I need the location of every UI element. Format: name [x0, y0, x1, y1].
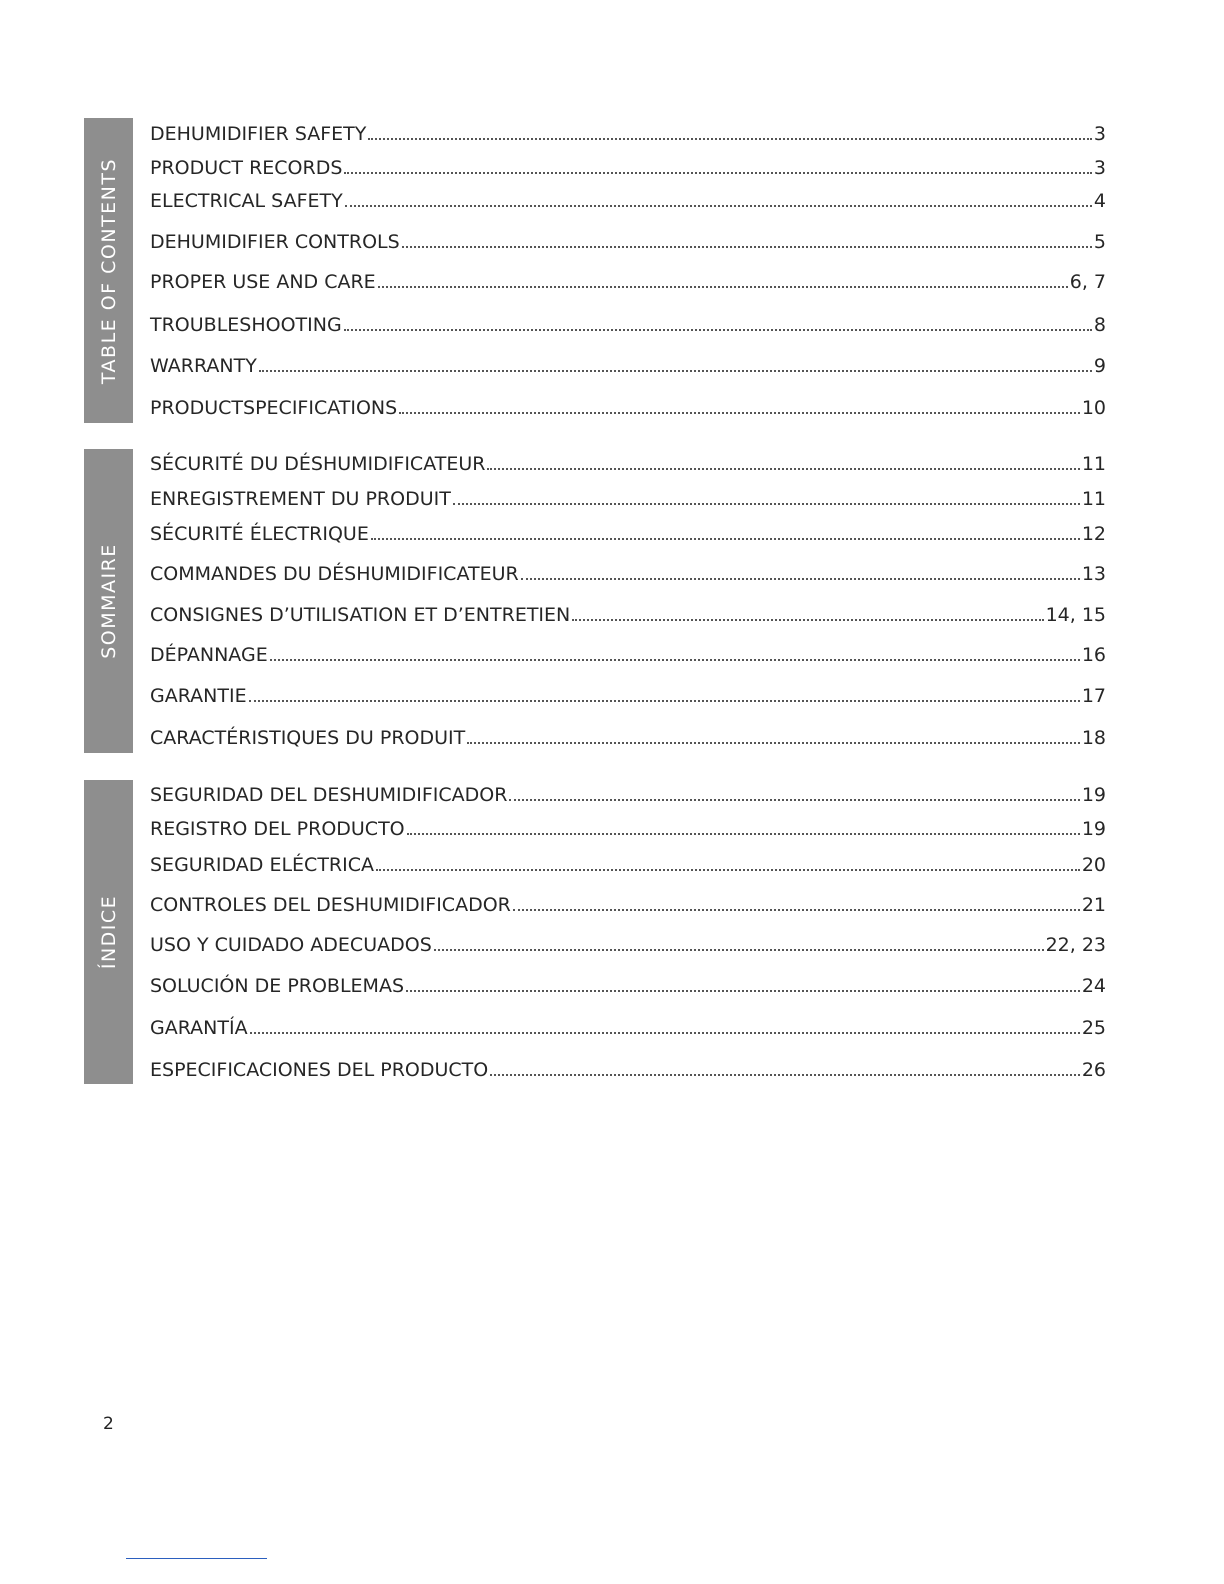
toc-entry-title: DÉPANNAGE — [150, 644, 268, 666]
section-tab-label: TABLE OF CONTENTS — [97, 157, 120, 384]
toc-entry-troubleshooting[interactable] — [150, 311, 1106, 339]
toc-entry-page: 8 — [1093, 314, 1106, 336]
dot-leader — [521, 578, 1080, 580]
toc-entry-securite-electrique[interactable] — [150, 520, 1106, 548]
toc-entry-page: 9 — [1093, 355, 1106, 377]
toc-section-spanish — [84, 780, 1106, 1084]
toc-entry-registro-producto[interactable] — [150, 815, 1106, 843]
dot-leader — [345, 205, 1092, 207]
toc-entry-title: COMMANDES DU DÉSHUMIDIFICATEUR — [150, 563, 519, 585]
toc-entry-page: 10 — [1081, 397, 1106, 419]
dot-leader — [368, 138, 1092, 140]
toc-entry-page: 4 — [1093, 190, 1106, 212]
toc-entry-seguridad-deshumidificador[interactable] — [150, 781, 1106, 809]
toc-entry-title: CONSIGNES D’UTILISATION ET D’ENTRETIEN — [150, 604, 571, 626]
toc-entry-page: 13 — [1081, 563, 1106, 585]
dot-leader — [509, 799, 1079, 801]
dot-leader — [270, 659, 1080, 661]
toc-entry-caracteristiques-produit[interactable] — [150, 724, 1106, 752]
toc-entry-page: 22, 23 — [1045, 934, 1106, 956]
toc-entry-commandes-deshumidificateur[interactable] — [150, 560, 1106, 588]
dot-leader — [378, 286, 1068, 288]
toc-entry-title: REGISTRO DEL PRODUCTO — [150, 818, 405, 840]
dot-leader — [371, 538, 1080, 540]
toc-entry-consignes-utilisation[interactable] — [150, 601, 1106, 629]
toc-entry-title: GARANTÍA — [150, 1017, 248, 1039]
dot-leader — [434, 949, 1044, 951]
toc-entry-page: 21 — [1081, 894, 1106, 916]
toc-entry-page: 3 — [1093, 123, 1106, 145]
toc-entry-page: 14, 15 — [1045, 604, 1106, 626]
dot-leader — [490, 1074, 1080, 1076]
toc-entry-page: 20 — [1081, 854, 1106, 876]
dot-leader — [453, 503, 1080, 505]
toc-entry-dehumidifier-controls[interactable] — [150, 228, 1106, 256]
toc-entry-title: PROPER USE AND CARE — [150, 271, 376, 293]
toc-section-french — [84, 449, 1106, 753]
toc-entry-garantie[interactable] — [150, 682, 1106, 710]
page-number: 2 — [103, 1414, 114, 1434]
dot-leader — [487, 468, 1079, 470]
toc-entry-title: SOLUCIÓN DE PROBLEMAS — [150, 975, 405, 997]
toc-entry-title: DEHUMIDIFIER CONTROLS — [150, 231, 400, 253]
toc-entry-page: 19 — [1081, 784, 1106, 806]
toc-entry-page: 17 — [1081, 685, 1106, 707]
toc-entry-title: USO Y CUIDADO ADECUADOS — [150, 934, 432, 956]
toc-entry-page: 25 — [1081, 1017, 1106, 1039]
toc-entry-title: ENREGISTREMENT DU PRODUIT — [150, 488, 451, 510]
dot-leader — [249, 700, 1080, 702]
toc-entry-product-specifications[interactable] — [150, 394, 1106, 422]
toc-entry-warranty[interactable] — [150, 352, 1106, 380]
toc-entry-depannage[interactable] — [150, 641, 1106, 669]
dot-leader — [399, 412, 1080, 414]
section-tab-label: SOMMAIRE — [97, 543, 120, 659]
dot-leader — [344, 329, 1092, 331]
dot-leader — [250, 1032, 1080, 1034]
footer-link-line — [126, 1558, 267, 1559]
toc-entry-page: 11 — [1081, 453, 1106, 475]
dot-leader — [402, 246, 1092, 248]
toc-section-english — [84, 118, 1106, 423]
toc-entry-securite-deshumidificateur[interactable] — [150, 450, 1106, 478]
toc-entry-page: 5 — [1093, 231, 1106, 253]
dot-leader — [513, 909, 1080, 911]
toc-entry-title: PRODUCTSPECIFICATIONS — [150, 397, 398, 419]
toc-entry-title: WARRANTY — [150, 355, 257, 377]
toc-entry-solucion-problemas[interactable] — [150, 972, 1106, 1000]
toc-entry-title: PRODUCT RECORDS — [150, 157, 343, 179]
toc-entry-title: CARACTÉRISTIQUES DU PRODUIT — [150, 727, 466, 749]
toc-entry-electrical-safety[interactable] — [150, 187, 1106, 215]
toc-entry-enregistrement-produit[interactable] — [150, 485, 1106, 513]
toc-entry-page: 26 — [1081, 1059, 1106, 1081]
toc-entry-title: CONTROLES DEL DESHUMIDIFICADOR — [150, 894, 511, 916]
toc-entry-seguridad-electrica[interactable] — [150, 851, 1106, 879]
toc-entry-title: SÉCURITÉ ÉLECTRIQUE — [150, 523, 369, 545]
toc-entry-title: TROUBLESHOOTING — [150, 314, 342, 336]
dot-leader — [406, 990, 1080, 992]
dot-leader — [344, 172, 1092, 174]
toc-entry-page: 19 — [1081, 818, 1106, 840]
toc-entry-page: 11 — [1081, 488, 1106, 510]
toc-entry-especificaciones-producto[interactable] — [150, 1056, 1106, 1084]
toc-entry-product-records[interactable] — [150, 154, 1106, 182]
dot-leader — [259, 370, 1092, 372]
toc-entry-garantia[interactable] — [150, 1014, 1106, 1042]
toc-entry-proper-use-and-care[interactable] — [150, 268, 1106, 296]
toc-entry-title: SEGURIDAD ELÉCTRICA — [150, 854, 375, 876]
dot-leader — [376, 869, 1080, 871]
toc-entry-dehumidifier-safety[interactable] — [150, 120, 1106, 148]
toc-entry-title: SEGURIDAD DEL DESHUMIDIFICADOR — [150, 784, 508, 806]
section-tab — [84, 118, 133, 423]
section-tab-label: ÍNDICE — [97, 894, 120, 970]
toc-entry-page: 3 — [1093, 157, 1106, 179]
toc-entry-page: 16 — [1081, 644, 1106, 666]
toc-entry-uso-cuidado[interactable] — [150, 931, 1106, 959]
toc-entry-title: ESPECIFICACIONES DEL PRODUCTO — [150, 1059, 489, 1081]
dot-leader — [467, 742, 1080, 744]
dot-leader — [407, 833, 1080, 835]
toc-entry-page: 6, 7 — [1069, 271, 1106, 293]
toc-entry-title: SÉCURITÉ DU DÉSHUMIDIFICATEUR — [150, 453, 486, 475]
toc-entry-page: 24 — [1081, 975, 1106, 997]
toc-entry-title: DEHUMIDIFIER SAFETY — [150, 123, 367, 145]
toc-entry-controles-deshumidificador[interactable] — [150, 891, 1106, 919]
toc-entry-title: GARANTIE — [150, 685, 247, 707]
toc-entry-title: ELECTRICAL SAFETY — [150, 190, 343, 212]
toc-entry-page: 12 — [1081, 523, 1106, 545]
toc-entry-page: 18 — [1081, 727, 1106, 749]
section-tab — [84, 449, 133, 753]
section-tab — [84, 780, 133, 1084]
dot-leader — [572, 619, 1043, 621]
